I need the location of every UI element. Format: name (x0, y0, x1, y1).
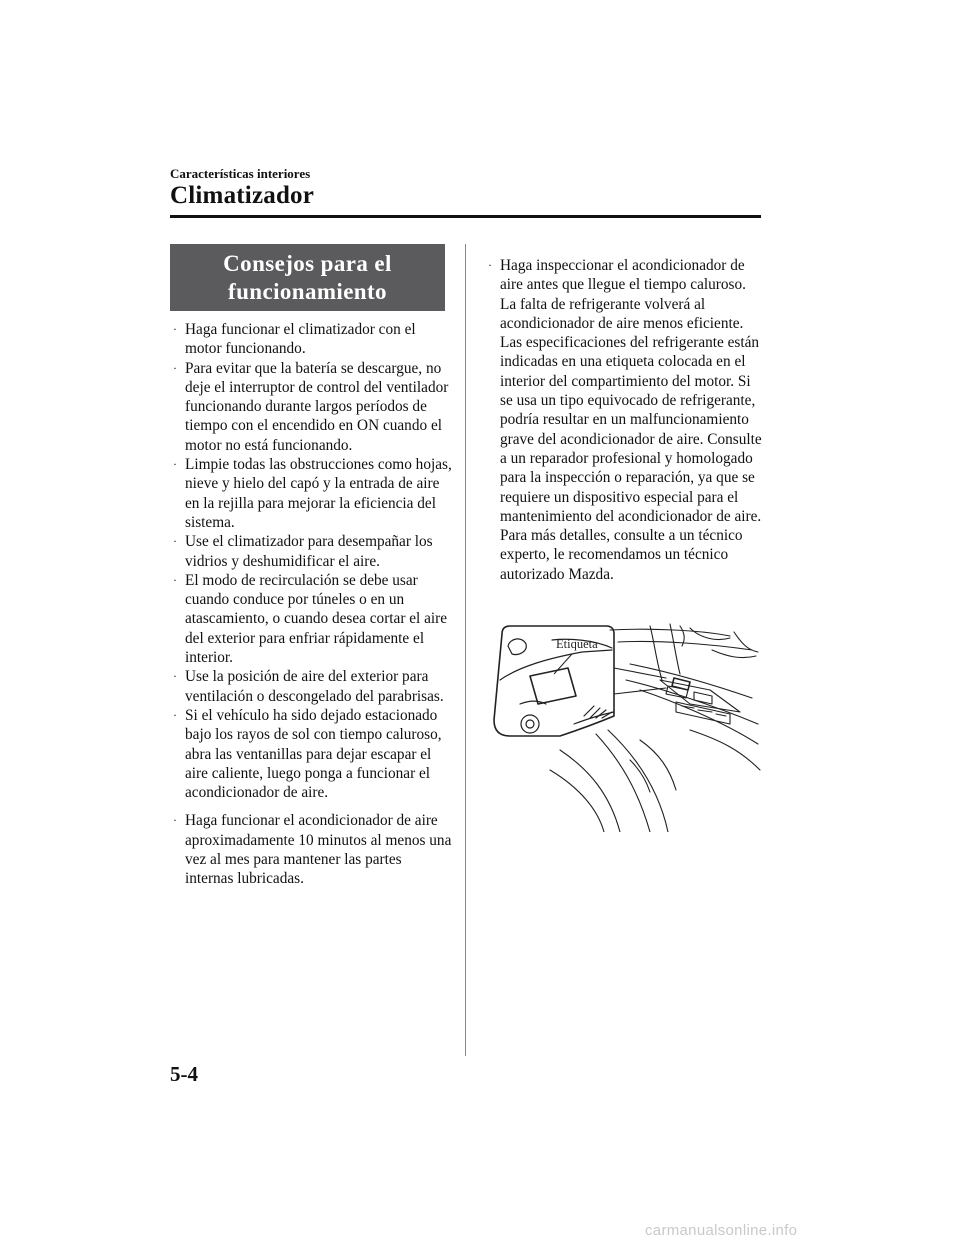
tips-list (172, 320, 452, 889)
tip-item (172, 359, 452, 455)
tips-list-continued (487, 256, 762, 526)
bullet-marker: · (173, 322, 177, 336)
tip-item (172, 571, 452, 667)
tip-text: Use la posición de aire del exterior para ventilación o descongelado del parabrisas. (185, 668, 444, 705)
tips-heading-box (170, 244, 445, 311)
tip-continuation: Para más detalles, consulte a un técnico experto, le recomendamos un técnico autorizado Mazda. (500, 527, 743, 583)
tip-item (172, 532, 452, 571)
tip-text: Si el vehículo ha sido dejado estacionado bajo los rayos de sol con tiempo caluroso, abra las ventanillas para dejar escapar el aire caliente, luego ponga a funcionar el acondicionador de aire. (185, 706, 442, 802)
figure-label: Etiqueta (556, 637, 598, 651)
tip-item (172, 706, 452, 802)
bullet-marker: · (173, 572, 177, 587)
tip-text: Haga funcionar el acondicionador de aire aproximadamente 10 minutos al menos una vez al mes para mantener las partes internas lubricadas. (185, 812, 452, 888)
tips-heading: Consejos para el funcionamiento (223, 250, 392, 304)
tip-item (172, 811, 452, 888)
tip-item (487, 256, 762, 526)
tip-text: Haga funcionar el climatizador con el motor funcionando. (185, 321, 416, 358)
bullet-marker: · (173, 707, 177, 722)
section-label: Características interiores (170, 166, 311, 181)
tip-item (172, 667, 452, 706)
engine-compartment-illustration (490, 620, 762, 832)
bullet-marker: · (173, 813, 177, 828)
bullet-marker: · (173, 669, 177, 684)
bullet-marker: · (173, 534, 177, 549)
column-divider (465, 244, 466, 1056)
tip-item (172, 320, 452, 359)
tip-text: Haga inspeccionar el acondicionador de aire antes que llegue el tiempo caluroso. La falta de refrigerante volverá al acondicionador de aire menos eficiente. Las especificaciones del refrigerante están indicadas en una etiqueta colocada en el interior del compartimiento del motor. Si se usa un tipo equivocado de refrigerante, podría resultar en un malfuncionamiento grave del acondicionador de aire. Consulte a un reparador profesional y homologado para la inspección o reparación, ya que se requiere un dispositivo especial para el mantenimiento del acondicionador de aire. (500, 257, 762, 525)
tip-text: Limpie todas las obstrucciones como hojas, nieve y hielo del capó y la entrada de aire en la rejilla para mejorar la eficiencia del sistema. (185, 456, 452, 531)
bullet-marker: · (173, 360, 177, 375)
left-column (172, 320, 452, 889)
bullet-marker: · (488, 258, 492, 272)
watermark: carmanualsonline.info (645, 1222, 798, 1239)
tip-text: Para evitar que la batería se descargue, no deje el interruptor de control del ventilador funcionando durante largos períodos de tiempo con el encendido en ON cuando el motor no está funcionando. (185, 359, 449, 454)
bullet-marker: · (173, 457, 177, 472)
tip-item (172, 455, 452, 532)
right-column (487, 256, 762, 584)
tip-text: El modo de recirculación se debe usar cuando conduce por túneles o en un atascamiento, o cuando desea cortar el aire del exterior para enfriar rápidamente el interior. (185, 571, 448, 667)
header-rule (170, 215, 761, 218)
tip-text: Use el climatizador para desempañar los vidrios y deshumidificar el aire. (185, 533, 433, 570)
page-number: 5-4 (170, 1062, 198, 1086)
page-title: Climatizador (170, 182, 315, 209)
